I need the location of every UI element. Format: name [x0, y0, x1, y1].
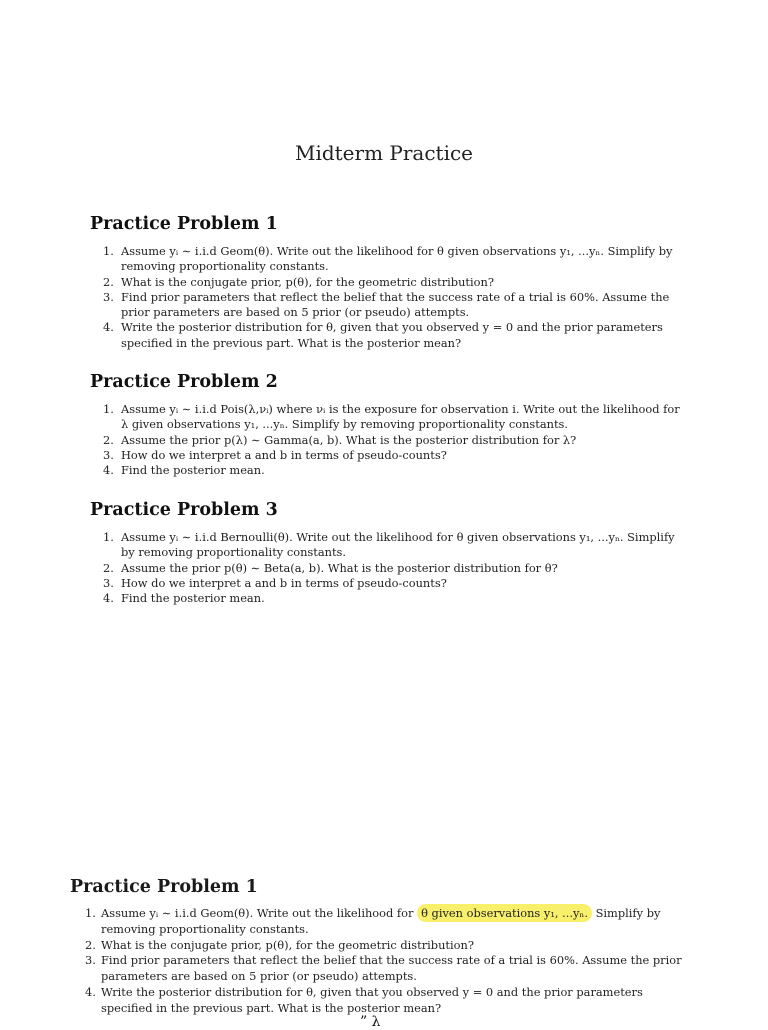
section-heading: Practice Problem 2 [90, 372, 278, 392]
list-item: 2. What is the conjugate prior, p(θ), for the geometric distribution? [85, 937, 474, 952]
list-item: 4. Find the posterior mean. [103, 463, 265, 478]
list-item: 2. What is the conjugate prior, p(θ), for the geometric distribution? [103, 274, 494, 289]
list-item: 2. Assume the prior p(θ) ∼ Beta(a, b). What is the posterior distribution for θ? [103, 560, 558, 575]
section-heading: Practice Problem 3 [90, 500, 278, 520]
text-highlight: θ given observations y₁, ...yₙ. [417, 904, 592, 922]
problem-list [90, 530, 690, 606]
list-item: 3. Find prior parameters that reflect the belief that the success rate of a trial is 60%. Assume the prior parameters are based on 5 prior (or pseudo) attempts. [85, 953, 682, 984]
list-item: 1. Assume yᵢ ∼ i.i.d Geom(θ). Write out the likelihood for θ given observations y₁, ...yₙ. Simplify by removing proportionality constants. [85, 906, 661, 936]
section-practice-problem-2 [90, 372, 690, 478]
list-item: 4. Write the posterior distribution for θ, given that you observed y = 0 and the prior parameters specified in the previous part. What is the posterior mean? [103, 320, 663, 350]
problem-list [90, 402, 690, 478]
problem-list [90, 244, 690, 351]
list-item: 3. Find prior parameters that reflect the belief that the success rate of a trial is 60%. Assume the prior parameters are based on 5 prior (or pseudo) attempts. [103, 289, 670, 320]
section-practice-problem-3 [90, 500, 690, 606]
section-practice-problem-1 [90, 214, 690, 351]
list-item: 3. How do we interpret a and b in terms of pseudo-counts? [103, 575, 447, 590]
list-item: 1. Assume yᵢ ∼ i.i.d Bernoulli(θ). Write out the likelihood for θ given observations y₁, ...yₙ. Simplify by removing proportionality constants. [103, 530, 675, 560]
section-heading: Practice Problem 1 [90, 214, 278, 234]
list-item: 3. How do we interpret a and b in terms of pseudo-counts? [103, 447, 447, 462]
list-item: 1. Assume yᵢ ∼ i.i.d Geom(θ). Write out the likelihood for θ given observations y₁, ...yₙ. Simplify by removing proportionality constants. [103, 244, 673, 274]
problem-list [70, 906, 690, 1017]
list-item: 4. Write the posterior distribution for θ, given that you observed y = 0 and the prior parameters specified in the previous part. What is the posterior mean? [85, 984, 643, 1015]
list-item: 2. Assume the prior p(λ) ∼ Gamma(a, b). What is the posterior distribution for λ? [103, 432, 577, 447]
zoomed-excerpt [70, 877, 690, 1017]
list-item: 4. Find the posterior mean. [103, 591, 265, 606]
page-title: Midterm Practice [294, 141, 474, 165]
cutoff-text: ” λ [360, 1014, 381, 1030]
list-item: 1. Assume yᵢ ∼ i.i.d Pois(λ,νᵢ) where νᵢ is the exposure for observation i. Write out the likelihood for λ given observations y₁, ...yₙ. Simplify by removing proportionality constants. [103, 402, 680, 432]
section-heading: Practice Problem 1 [70, 877, 258, 897]
